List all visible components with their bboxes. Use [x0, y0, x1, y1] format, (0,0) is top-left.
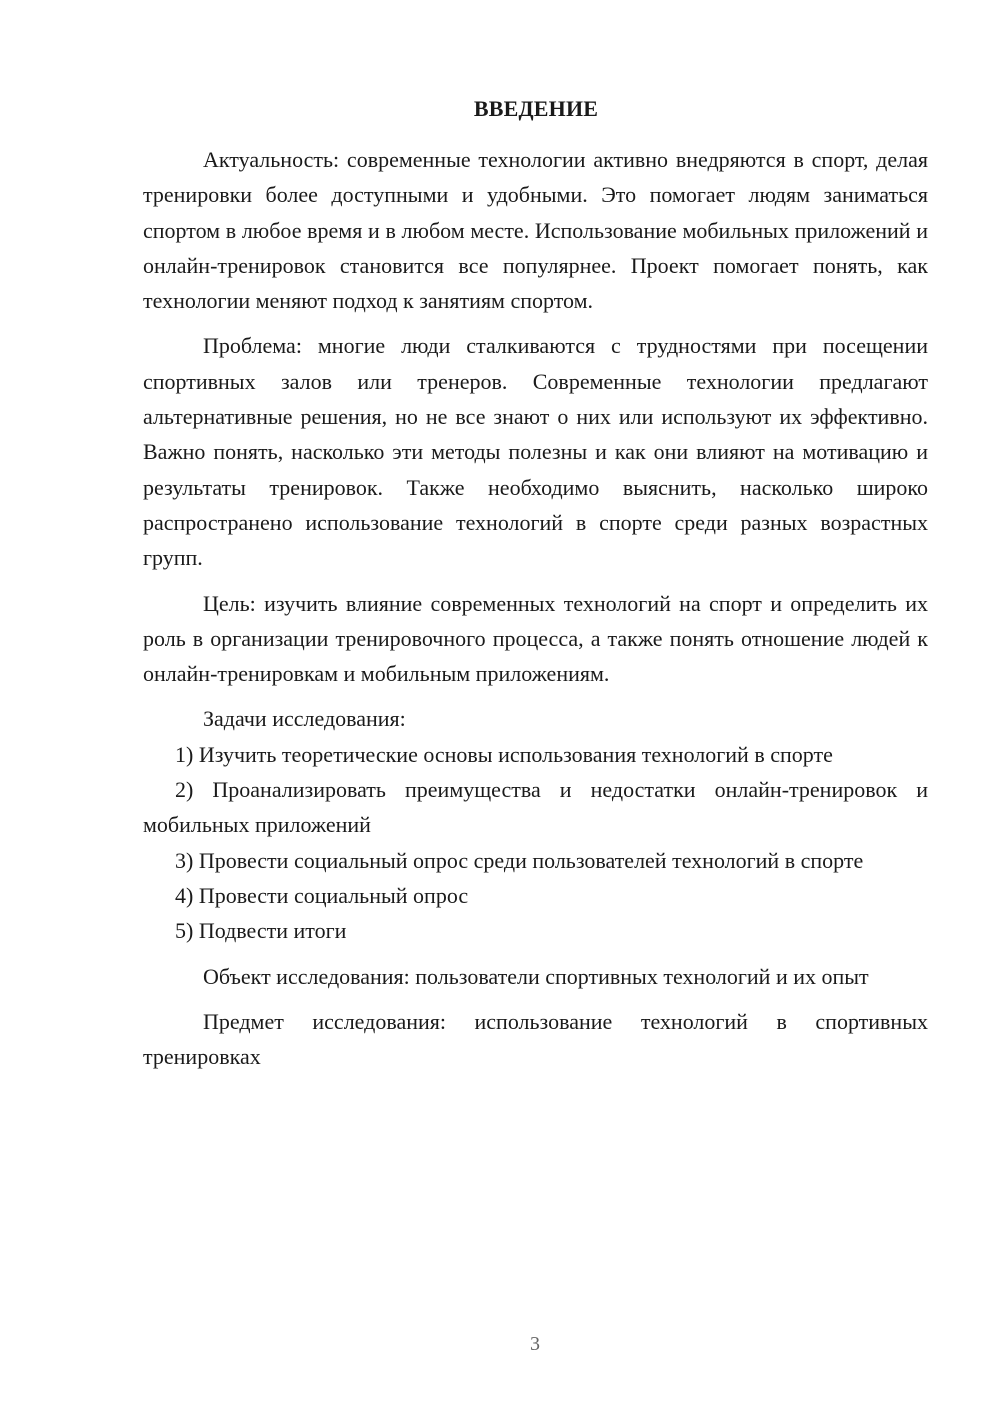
problem-paragraph: Проблема: многие люди сталкиваются с трудностями при посещении спортивных залов или тренеров. Современные технологии предлагают альтернативные решения, но не все знают о них или используют их эффективно. Важно понять, насколько эти методы полезны и как они влияют на мотивацию и результаты тренировок. Также необходимо выяснить, насколько широко распространено использование технологий в спорте среди разных возрастных групп.	[143, 333, 928, 571]
task-item-4: 4) Провести социальный опрос	[175, 882, 469, 908]
task-item-5: 5) Подвести итоги	[175, 918, 347, 944]
goal-paragraph: Цель: изучить влияние современных технологий на спорт и определить их роль в организации тренировочного процесса, а также понять отношение людей к онлайн-тренировкам и мобильным приложениям.	[143, 590, 928, 687]
task-item-3: 3) Провести социальный опрос среди пользователей технологий в спорте	[175, 847, 864, 873]
task-item-2: 2) Проанализировать преимущества и недостатки онлайн-тренировок и мобильных приложений	[143, 777, 928, 838]
task-item-1: 1) Изучить теоретические основы использования технологий в спорте	[175, 741, 833, 767]
tasks-heading: Задачи исследования:	[203, 706, 406, 732]
section-title: ВВЕДЕНИЕ	[473, 96, 599, 121]
page-number: 3	[530, 1333, 540, 1355]
relevance-paragraph: Актуальность: современные технологии активно внедряются в спорт, делая тренировки более доступными и удобными. Это помогает людям заниматься спортом в любое время и в любом месте. Использование мобильных приложений и онлайн-тренировок становится все популярнее. Проект помогает понять, как технологии меняют подход к занятиям спортом.	[143, 147, 928, 314]
subject-paragraph: Предмет исследования: использование технологий в спортивных тренировках	[143, 1008, 928, 1070]
object-paragraph: Объект исследования: пользователи спортивных технологий и их опыт	[203, 963, 869, 989]
document-body	[143, 142, 928, 1074]
